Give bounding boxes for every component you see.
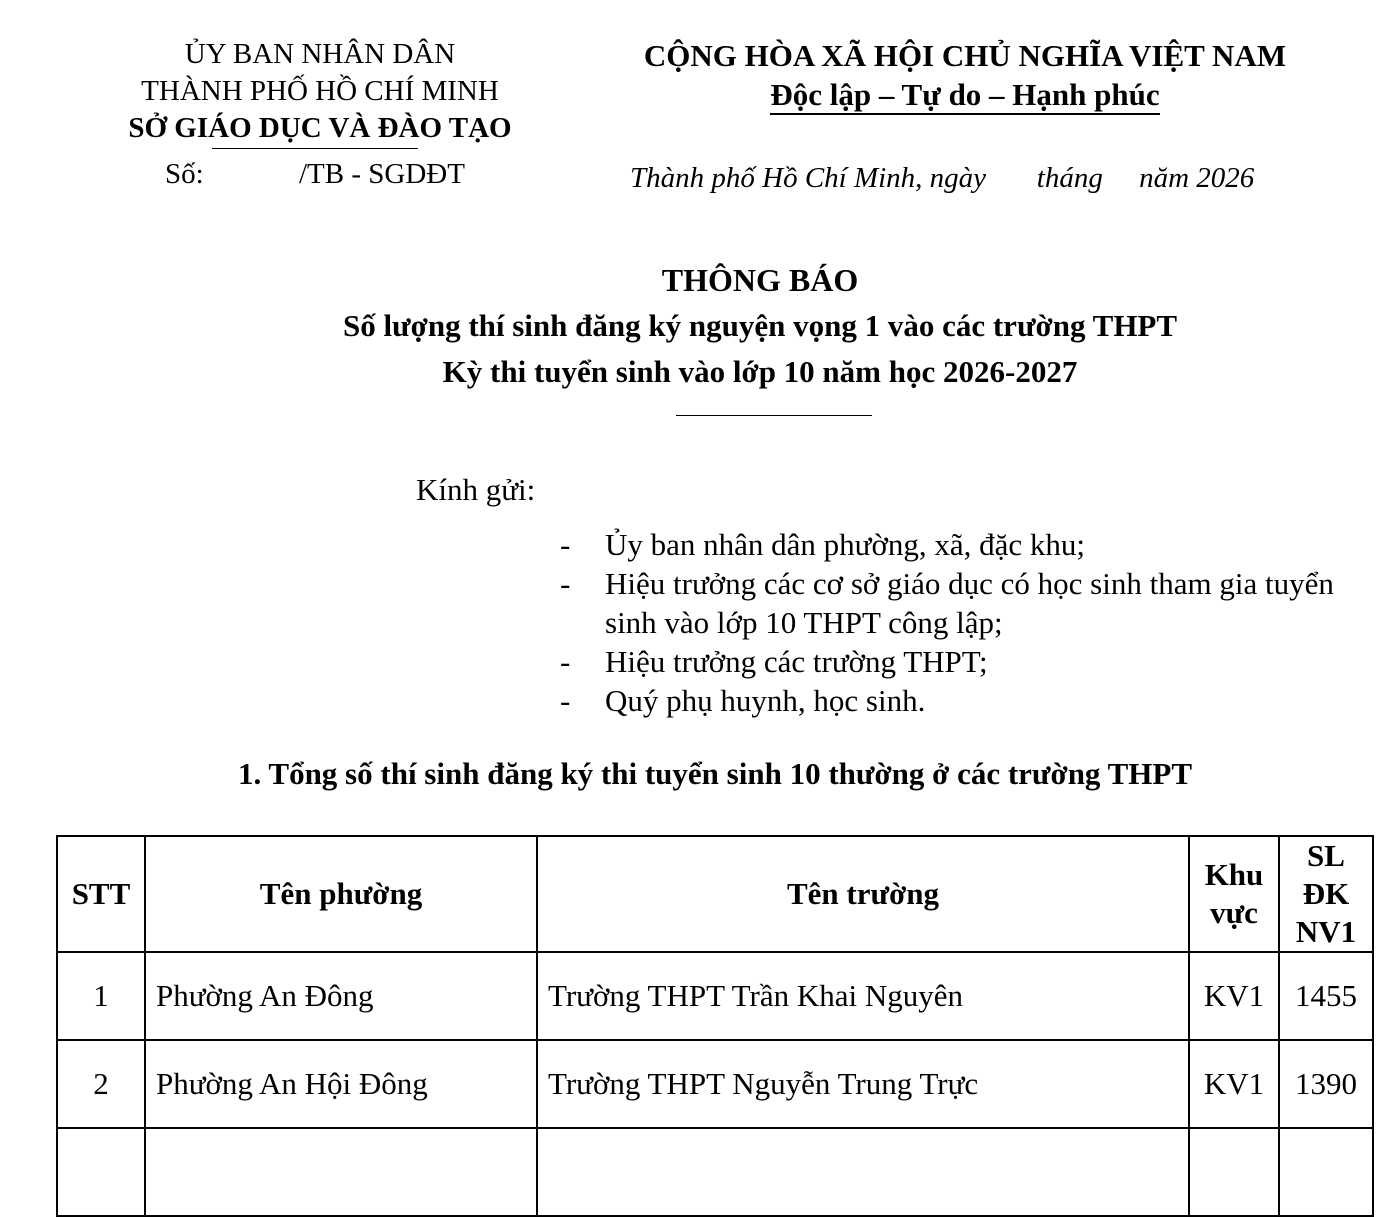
header-count: [1279, 836, 1373, 952]
cell-count: 1390: [1279, 1040, 1373, 1128]
header-count-line: ĐK: [1302, 876, 1350, 911]
recipient-text: Quý phụ huynh, học sinh.: [605, 683, 926, 718]
cell-school: Trường THPT Trần Khai Nguyên: [537, 952, 1189, 1040]
org-line-department: SỞ GIÁO DỤC VÀ ĐÀO TẠO: [128, 112, 512, 144]
doc-number-suffix: /TB - SGDĐT: [299, 158, 465, 190]
header-stt: STT: [57, 836, 145, 952]
notice-subtitle: Số lượng thí sinh đăng ký nguyện vọng 1 vào các trường THPT: [342, 308, 1178, 343]
recipient-item: [560, 642, 1340, 681]
header-area: [1189, 836, 1279, 952]
doc-number-label: Số:: [165, 158, 204, 190]
notice-exam-name: Kỳ thi tuyển sinh vào lớp 10 năm học 2026-2027: [442, 354, 1078, 389]
cell-count: 1455: [1279, 952, 1373, 1040]
table-row: [57, 952, 1373, 1040]
cell-area: KV1: [1189, 1040, 1279, 1128]
list-dash: -: [560, 644, 571, 679]
cell-count: [1279, 1128, 1373, 1216]
table-row: [57, 1040, 1373, 1128]
list-dash: -: [560, 527, 571, 562]
header-count-line: NV1: [1295, 914, 1357, 949]
cell-ward: [145, 1128, 537, 1216]
cell-area: KV1: [1189, 952, 1279, 1040]
cell-school: [537, 1128, 1189, 1216]
list-dash: -: [560, 683, 571, 718]
recipient-item: [560, 525, 1340, 564]
recipient-text: Hiệu trưởng các cơ sở giáo dục có học sinh tham gia tuyển sinh vào lớp 10 THPT công lập;: [605, 566, 1334, 640]
national-motto: Độc lập – Tự do – Hạnh phúc: [770, 77, 1159, 115]
list-dash: -: [560, 566, 571, 601]
table-row: [57, 1128, 1373, 1216]
table-header-row: [57, 836, 1373, 952]
section-heading: 1. Tổng số thí sinh đăng ký thi tuyển sinh 10 thường ở các trường THPT: [237, 756, 1193, 791]
nation-name: CỘNG HÒA XÃ HỘI CHỦ NGHĨA VIỆT NAM: [643, 38, 1287, 73]
recipient-text: Hiệu trưởng các trường THPT;: [605, 644, 988, 679]
recipient-item: [560, 681, 1340, 720]
org-line-city: THÀNH PHỐ HỒ CHÍ MINH: [141, 75, 499, 107]
cell-ward: Phường An Đông: [145, 952, 537, 1040]
cell-ward: Phường An Hội Đông: [145, 1040, 537, 1128]
recipient-list: [560, 525, 1340, 720]
registration-table: [56, 835, 1374, 1217]
cell-stt: 1: [57, 952, 145, 1040]
issue-date: Thành phố Hồ Chí Minh, ngày tháng năm 2026: [630, 162, 1255, 194]
cell-stt: 2: [57, 1040, 145, 1128]
title-divider: [676, 415, 872, 416]
recipient-item: [560, 564, 1340, 642]
greeting-label: Kính gửi:: [416, 472, 536, 507]
header-count-line: SL: [1307, 838, 1345, 873]
document-number: [165, 158, 545, 191]
national-heading: [610, 36, 1320, 115]
issuing-organization: [90, 36, 550, 147]
org-divider: [212, 148, 418, 149]
header-ward: Tên phường: [145, 836, 537, 952]
header-area-line: Khu: [1204, 857, 1264, 892]
recipient-text: Ủy ban nhân dân phường, xã, đặc khu;: [605, 527, 1086, 562]
org-line-committee: ỦY BAN NHÂN DÂN: [184, 38, 456, 70]
notice-title: THÔNG BÁO: [661, 262, 859, 298]
cell-area: [1189, 1128, 1279, 1216]
header-school: Tên trường: [537, 836, 1189, 952]
header-area-line: vực: [1210, 895, 1258, 930]
cell-school: Trường THPT Nguyễn Trung Trực: [537, 1040, 1189, 1128]
cell-stt: [57, 1128, 145, 1216]
